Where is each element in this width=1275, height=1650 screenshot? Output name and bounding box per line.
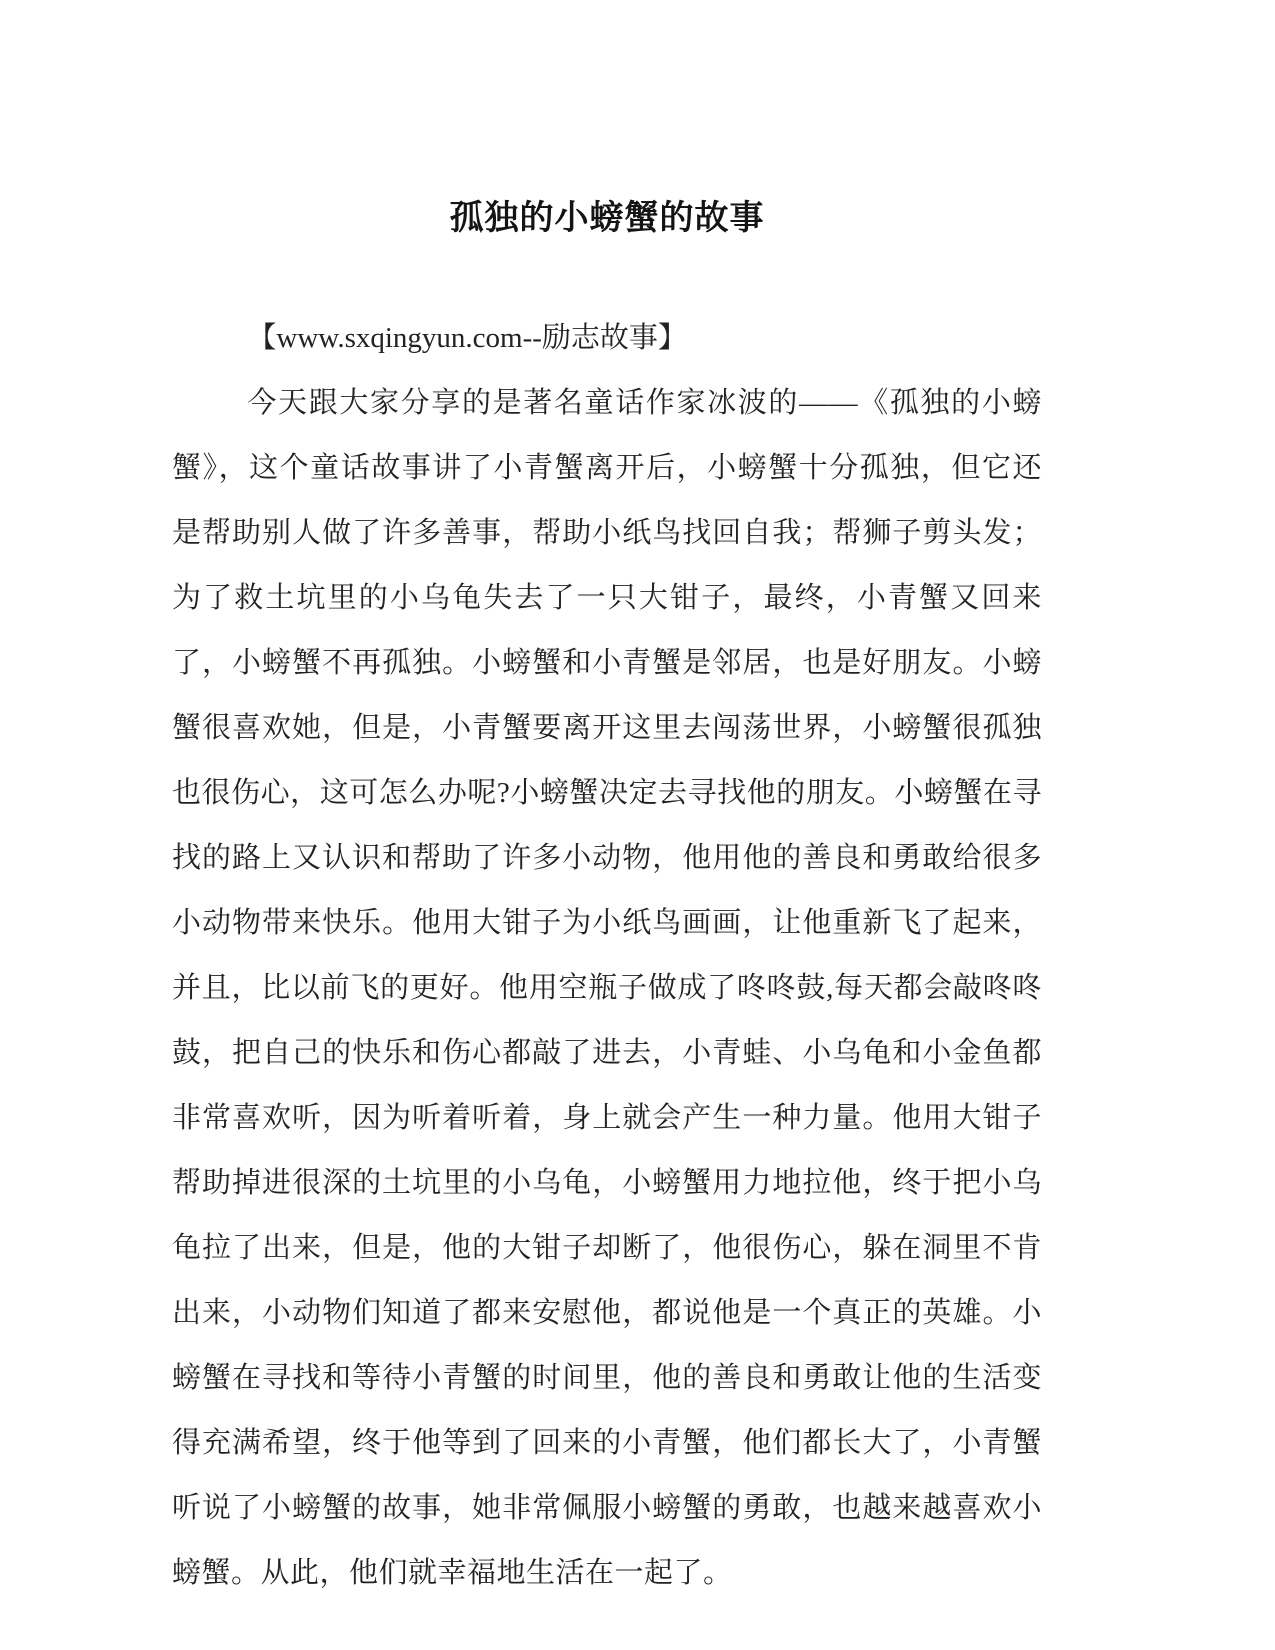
story-body-paragraph: 今天跟大家分享的是著名童话作家冰波的——《孤独的小螃蟹》，这个童话故事讲了小青蟹离开后，小螃蟹十分孤独，但它还是帮助别人做了许多善事，帮助小纸鸟找回自我；帮狮子剪头发；为了救土坑里的小乌龟失去了一只大钳子，最终，小青蟹又回来了，小螃蟹不再孤独。小螃蟹和小青蟹是邻居，也是好朋友。小螃蟹很喜欢她，但是，小青蟹要离开这里去闯荡世界，小螃蟹很孤独也很伤心，这可怎么办呢?小螃蟹决定去寻找他的朋友。小螃蟹在寻找的路上又认识和帮助了许多小动物，他用他的善良和勇敢给很多小动物带来快乐。他用大钳子为小纸鸟画画，让他重新飞了起来，并且，比以前飞的更好。他用空瓶子做成了咚咚鼓,每天都会敲咚咚鼓，把自己的快乐和伤心都敲了进去，小青蛙、小乌龟和小金鱼都非常喜欢听，因为听着听着，身上就会产生一种力量。他用大钳子帮助掉进很深的土坑里的小乌龟，小螃蟹用力地拉他，终于把小乌龟拉了出来，但是，他的大钳子却断了，他很伤心，躲在洞里不肯出来，小动物们知道了都来安慰他，都说他是一个真正的英雄。小螃蟹在寻找和等待小青蟹的时间里，他的善良和勇敢让他的生活变得充满希望，终于他等到了回来的小青蟹，他们都长大了，小青蟹听说了小螃蟹的故事，她非常佩服小螃蟹的勇敢，也越来越喜欢小螃蟹。从此，他们就幸福地生活在一起了。 <box>172 387 1042 1590</box>
source-attribution-line: 【www.sxqingyun.com--励志故事】 <box>247 322 687 355</box>
document-title: 孤独的小螃蟹的故事 <box>449 199 765 237</box>
